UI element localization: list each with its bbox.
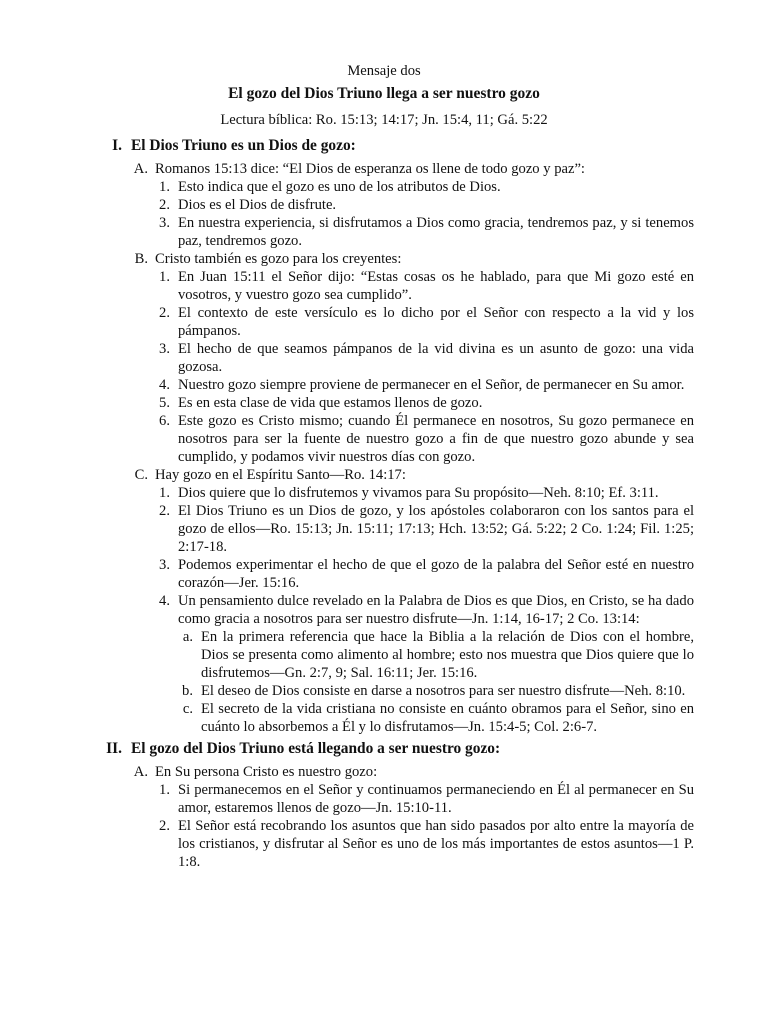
point-item	[0, 304, 768, 340]
point-item	[0, 484, 768, 502]
subsection-item	[0, 250, 768, 268]
point-item	[0, 412, 768, 466]
point-text: Dios es el Dios de disfrute.	[178, 197, 337, 213]
point-item	[0, 214, 768, 250]
point-item	[0, 178, 768, 196]
section-text: El Dios Triuno es un Dios de gozo:	[131, 137, 356, 154]
subsection-text: Hay gozo en el Espíritu Santo—Ro. 14:17:	[155, 467, 406, 483]
section-item	[0, 137, 768, 155]
subpoint-item	[0, 628, 768, 682]
subpoint-text: En la primera referencia que hace la Biblia a la relación de Dios con el hombre, Dios se presenta como alimento al hombre; esto nos muestra que Dios quiere que lo disfrutemos—Gn. 2:7, 9; Sal. 16:11; Jer. 15:16.	[201, 629, 694, 681]
subpoint-label: a.	[182, 629, 193, 645]
header	[0, 62, 768, 129]
point-label: 3.	[159, 341, 170, 357]
point-item	[0, 592, 768, 628]
point-label: 4.	[159, 593, 170, 609]
message-number: Mensaje dos	[347, 63, 421, 79]
subsection-label: A.	[133, 764, 148, 780]
subpoint-item	[0, 682, 768, 700]
point-text: El hecho de que seamos pámpanos de la vid divina es un asunto de gozo: una vida gozosa.	[178, 341, 694, 375]
subsection-label: B.	[134, 251, 148, 267]
point-item	[0, 376, 768, 394]
point-text: Es en esta clase de vida que estamos llenos de gozo.	[178, 395, 483, 411]
point-label: 2.	[159, 818, 170, 834]
section-item	[0, 740, 768, 758]
point-label: 2.	[159, 305, 170, 321]
point-label: 3.	[159, 215, 170, 231]
point-text: El contexto de este versículo es lo dicho por el Señor con respecto a la vid y los pámpanos.	[178, 305, 694, 339]
point-label: 1.	[159, 269, 170, 285]
message-title: El gozo del Dios Triuno llega a ser nuestro gozo	[228, 85, 540, 102]
point-text: El Señor está recobrando los asuntos que han sido pasados por alto entre la mayoría de los cristianos, y disfrutar al Señor es uno de los más importantes de estos asuntos—1 P. 1:8.	[178, 818, 694, 870]
section-text: El gozo del Dios Triuno está llegando a ser nuestro gozo:	[131, 740, 501, 757]
point-item	[0, 196, 768, 214]
subpoint-text: El secreto de la vida cristiana no consiste en cuánto obramos para el Señor, sino en cuánto lo absorbemos a Él y lo disfrutamos—Jn. 15:4-5; Col. 2:6-7.	[201, 701, 694, 735]
point-text: Podemos experimentar el hecho de que el gozo de la palabra del Señor esté en nuestro corazón—Jer. 15:16.	[178, 557, 694, 591]
section-label: II.	[106, 740, 122, 757]
point-item	[0, 268, 768, 304]
section-label: I.	[112, 137, 122, 154]
subsection-item	[0, 160, 768, 178]
point-label: 6.	[159, 413, 170, 429]
subsection-text: Cristo también es gozo para los creyentes:	[155, 251, 402, 267]
outline	[0, 137, 768, 871]
subsection-item	[0, 763, 768, 781]
point-item	[0, 340, 768, 376]
point-item	[0, 781, 768, 817]
point-label: 1.	[159, 179, 170, 195]
point-text: Este gozo es Cristo mismo; cuando Él permanece en nosotros, Su gozo permanece en nosotros para ser la fuente de nuestro gozo a fin de que nuestro gozo abunde y sea cumplido, y podamos vivir nuestros días con gozo.	[178, 413, 694, 465]
point-text: Esto indica que el gozo es uno de los atributos de Dios.	[178, 179, 501, 195]
point-label: 1.	[159, 485, 170, 501]
point-label: 2.	[159, 503, 170, 519]
point-item	[0, 817, 768, 871]
point-item	[0, 394, 768, 412]
point-item	[0, 556, 768, 592]
point-label: 3.	[159, 557, 170, 573]
point-label: 1.	[159, 782, 170, 798]
point-label: 5.	[159, 395, 170, 411]
point-text: Si permanecemos en el Señor y continuamos permaneciendo en Él al permanecer en Su amor, estaremos llenos de gozo—Jn. 15:10-11.	[178, 782, 694, 816]
point-label: 2.	[159, 197, 170, 213]
point-text: El Dios Triuno es un Dios de gozo, y los apóstoles colaboraron con los santos para el gozo de ellos—Ro. 15:13; Jn. 15:11; 17:13; Hch. 13:52; Gá. 5:22; 2 Co. 1:24; Fil. 1:25; 2:17-18.	[178, 503, 694, 555]
point-text: En nuestra experiencia, si disfrutamos a Dios como gracia, tendremos paz, y si tenemos paz, tendremos gozo.	[178, 215, 694, 249]
subsection-item	[0, 466, 768, 484]
subpoint-item	[0, 700, 768, 736]
subsection-text: En Su persona Cristo es nuestro gozo:	[155, 764, 378, 780]
point-text: Nuestro gozo siempre proviene de permanecer en el Señor, de permanecer en Su amor.	[178, 377, 685, 393]
subpoint-label: c.	[182, 701, 193, 717]
point-text: Un pensamiento dulce revelado en la Palabra de Dios es que Dios, en Cristo, se ha dado como gracia a nosotros para ser nuestro disfrute—Jn. 1:14, 16-17; 2 Co. 13:14:	[178, 593, 694, 627]
scripture-reading: Lectura bíblica: Ro. 15:13; 14:17; Jn. 15:4, 11; Gá. 5:22	[220, 112, 548, 128]
subsection-label: C.	[134, 467, 148, 483]
point-text: En Juan 15:11 el Señor dijo: “Estas cosas os he hablado, para que Mi gozo esté en vosotros, y vuestro gozo sea cumplido”.	[178, 269, 694, 303]
subpoint-text: El deseo de Dios consiste en darse a nosotros para ser nuestro disfrute—Neh. 8:10.	[201, 683, 686, 699]
subsection-text: Romanos 15:13 dice: “El Dios de esperanza os llene de todo gozo y paz”:	[155, 161, 585, 177]
point-label: 4.	[159, 377, 170, 393]
point-item	[0, 502, 768, 556]
subsection-label: A.	[133, 161, 148, 177]
point-text: Dios quiere que lo disfrutemos y vivamos para Su propósito—Neh. 8:10; Ef. 3:11.	[178, 485, 659, 501]
subpoint-label: b.	[182, 683, 193, 699]
